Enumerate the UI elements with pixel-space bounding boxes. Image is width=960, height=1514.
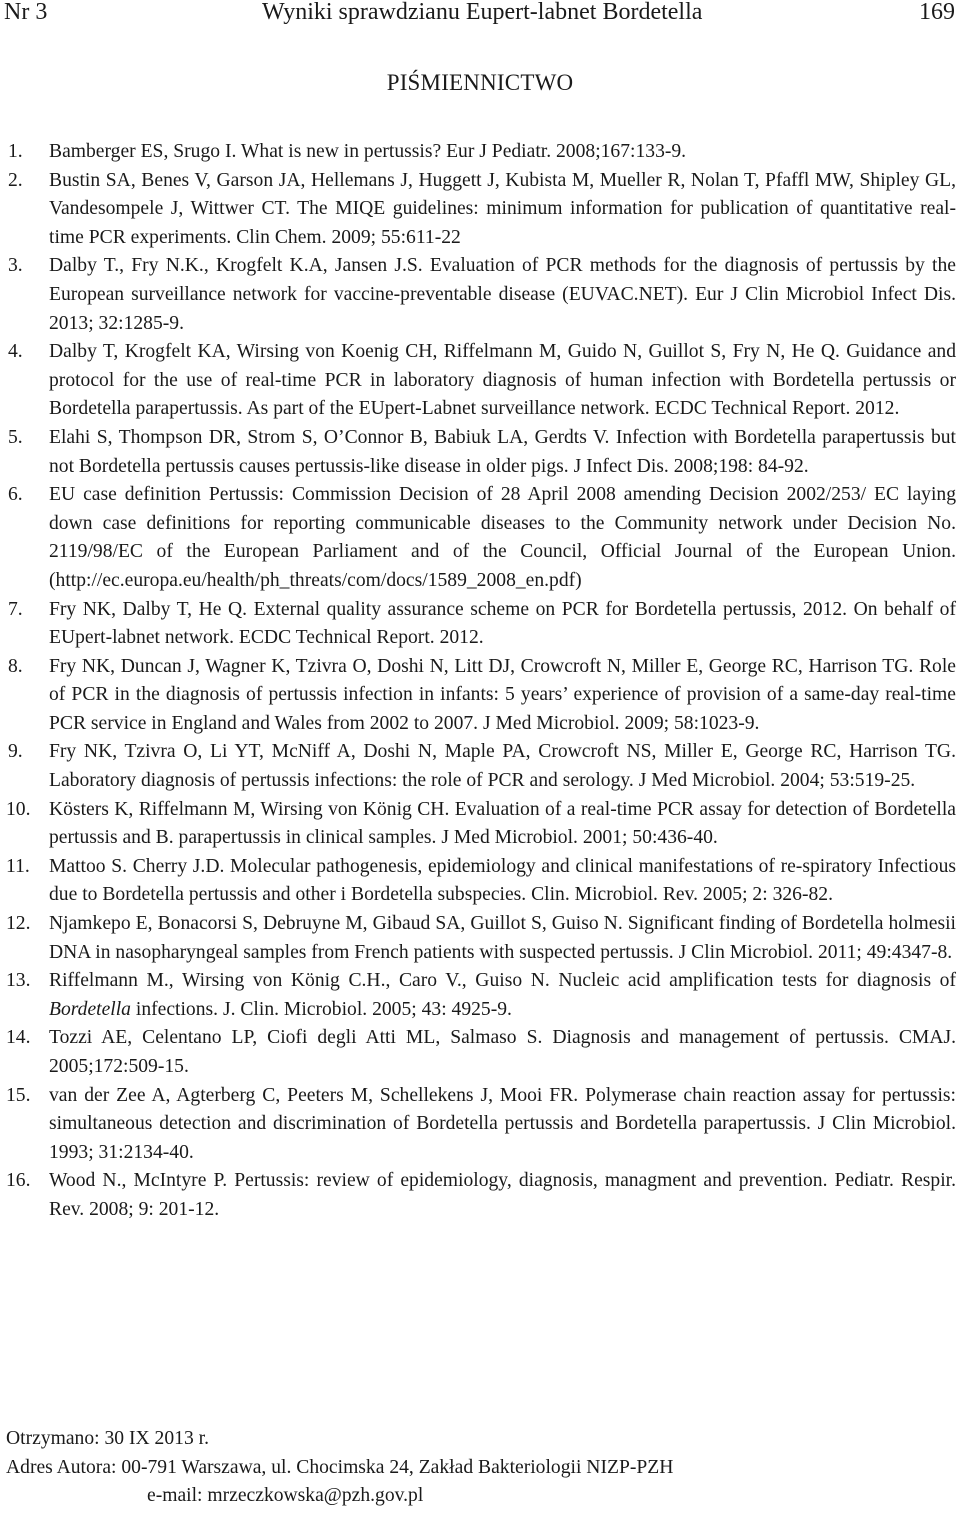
reference-item: [0, 167, 960, 253]
reference-text: EU case definition Pertussis: Commission Decision of 28 April 2008 amending Decision 2002/253/ EC laying down case definitions for reporting communicable diseases to the Community network under Decision No. 2119/98/EC of the European Parliament and of the Council, Official Journal of the European Union. (http://ec.europa.eu/health/ph_threats/com/docs/1589_2008_en.pdf): [49, 484, 956, 591]
reference-text: Tozzi AE, Celentano LP, Ciofi degli Atti ML, Salmaso S. Diagnosis and management of pertussis. CMAJ. 2005;172:509-15.: [49, 1027, 956, 1077]
reference-item: [0, 1167, 960, 1224]
reference-number: 14.: [6, 1027, 31, 1049]
running-title: Wyniki sprawdzianu Eupert-labnet Bordetella: [262, 0, 703, 25]
reference-text: [49, 967, 956, 1024]
reference-text: Dalby T, Krogfelt KA, Wirsing von Koenig CH, Riffelmann M, Guido N, Guillot S, Fry N, He Q. Guidance and protocol for the use of real-time PCR in laboratory diagnosis of human infection with Bordetella pertussis or Bordetella parapertussis. As part of the EUpert-Labnet surveillance network. ECDC Technical Report. 2012.: [49, 341, 956, 420]
reference-text-part: infections. J. Clin. Microbiol. 2005; 43: 4925-9.: [130, 998, 512, 1020]
reference-item: [0, 1082, 960, 1168]
reference-item: [0, 653, 960, 739]
genus-italic: Bordetella: [49, 998, 131, 1020]
reference-text: Fry NK, Duncan J, Wagner K, Tzivra O, Doshi N, Litt DJ, Crowcroft N, Miller E, George RC, Harrison TG. Role of PCR in the diagnosis of pertussis infection in infants: 5 years’ experience of provision of a same-day real-time PCR service in England and Wales from 2002 to 2007. J Med Microbiol. 2009; 58:1023-9.: [49, 655, 956, 734]
page-number: 169: [919, 0, 955, 25]
reference-number: 9.: [8, 741, 23, 763]
section-title: PIŚMIENNICTWO: [386, 70, 574, 95]
reference-number: 7.: [8, 598, 23, 620]
reference-number: 1.: [8, 141, 23, 162]
reference-item: [0, 910, 960, 967]
reference-number: 13.: [6, 970, 31, 992]
reference-number: 3.: [8, 255, 23, 277]
reference-number: 12.: [6, 913, 31, 935]
reference-text: Njamkepo E, Bonacorsi S, Debruyne M, Gibaud SA, Guillot S, Guiso N. Significant finding of Bordetella holmesii DNA in nasopharyngeal samples from French patients with suspected pertussis. J Clin Microbiol. 2011; 49:4347-8.: [49, 913, 956, 963]
reference-item: [0, 252, 960, 338]
reference-text: Mattoo S. Cherry J.D. Molecular pathogenesis, epidemiology and clinical manifestations of re-spiratory Infectious due to Bordetella pertussis and other i Bordetella subspecies. Clin. Microbiol. Rev. 2005; 2: 326-82.: [49, 855, 956, 906]
reference-item: [0, 796, 960, 853]
journal-issue: Nr 3: [4, 0, 48, 25]
reference-text: Elahi S, Thompson DR, Strom S, O’Connor B, Babiuk LA, Gerdts V. Infection with Bordetella parapertussis but not Bordetella pertussis causes pertussis-like disease in older pigs. J Infect Dis. 2008;198: 84-92.: [49, 426, 956, 477]
reference-number: 10.: [6, 798, 31, 820]
reference-list: [0, 138, 960, 1225]
reference-number: 15.: [6, 1084, 31, 1106]
reference-text-part: Riffelmann M., Wirsing von König C.H., Caro V., Guiso N. Nucleic acid amplification tests for diagnosis of: [49, 970, 956, 992]
reference-text: Fry NK, Tzivra O, Li YT, McNiff A, Doshi N, Maple PA, Crowcroft NS, Miller E, George RC, Harrison TG. Laboratory diagnosis of pertussis infections: the role of PCR and serology. J Med Microbiol. 2004; 53:519-25.: [49, 741, 956, 792]
reference-number: 11.: [6, 855, 30, 877]
reference-number: 5.: [8, 426, 23, 448]
reference-item: [0, 738, 960, 795]
reference-text: Bustin SA, Benes V, Garson JA, Hellemans J, Huggett J, Kubista M, Mueller R, Nolan T, Pfaffl MW, Shipley GL, Vandesompele J, Wittwer CT. The MIQE guidelines: minimum information for publication of quantitative real-time PCR experiments. Clin Chem. 2009; 55:611-22: [49, 169, 956, 248]
reference-text: van der Zee A, Agterberg C, Peeters M, Schellekens J, Mooi FR. Polymerase chain reaction assay for pertussis: simultaneous detection and discrimination of Bordetella pertussis and Bordetella parapertussis. J Clin Microbiol. 1993; 31:2134-40.: [49, 1084, 956, 1163]
reference-number: 2.: [8, 169, 23, 191]
reference-item: [0, 596, 960, 653]
reference-number: 8.: [8, 655, 23, 677]
reference-item: [0, 967, 960, 1024]
author-address: Adres Autora: 00-791 Warszawa, ul. Chocimska 24, Zakład Bakteriologii NIZP-PZH: [6, 1456, 674, 1478]
reference-item: [0, 853, 960, 910]
reference-text: Wood N., McIntyre P. Pertussis: review of epidemiology, diagnosis, managment and prevention. Pediatr. Respir. Rev. 2008; 9: 201-12.: [49, 1170, 956, 1220]
reference-number: 4.: [8, 341, 23, 363]
article-footer: [6, 1425, 956, 1511]
reference-item: [0, 424, 960, 481]
reference-text: Bamberger ES, Srugo I. What is new in pertussis? Eur J Pediatr. 2008;167:133-9.: [49, 141, 687, 162]
reference-text: Fry NK, Dalby T, He Q. External quality assurance scheme on PCR for Bordetella pertussis, 2012. On behalf of EUpert-labnet network. ECDC Technical Report. 2012.: [49, 598, 956, 649]
author-email: e-mail: mrzeczkowska@pzh.gov.pl: [147, 1485, 424, 1507]
reference-text: Dalby T., Fry N.K., Krogfelt K.A, Jansen J.S. Evaluation of PCR methods for the diagnosis of pertussis by the European surveillance network for vaccine-preventable disease (EUVAC.NET). Eur J Clin Microbiol Infect Dis. 2013; 32:1285-9.: [49, 255, 956, 334]
reference-text: Kösters K, Riffelmann M, Wirsing von König CH. Evaluation of a real-time PCR assay for detection of Bordetella pertussis and B. parapertussis in clinical samples. J Med Microbiol. 2001; 50:436-40.: [49, 798, 956, 849]
reference-item: [0, 338, 960, 424]
reference-item: [0, 1024, 960, 1081]
running-head: [0, 0, 960, 36]
reference-item: [0, 138, 960, 167]
reference-number: 16.: [6, 1170, 31, 1192]
reference-number: 6.: [8, 484, 23, 506]
reference-item: [0, 481, 960, 595]
received-date: Otrzymano: 30 IX 2013 r.: [6, 1428, 209, 1449]
